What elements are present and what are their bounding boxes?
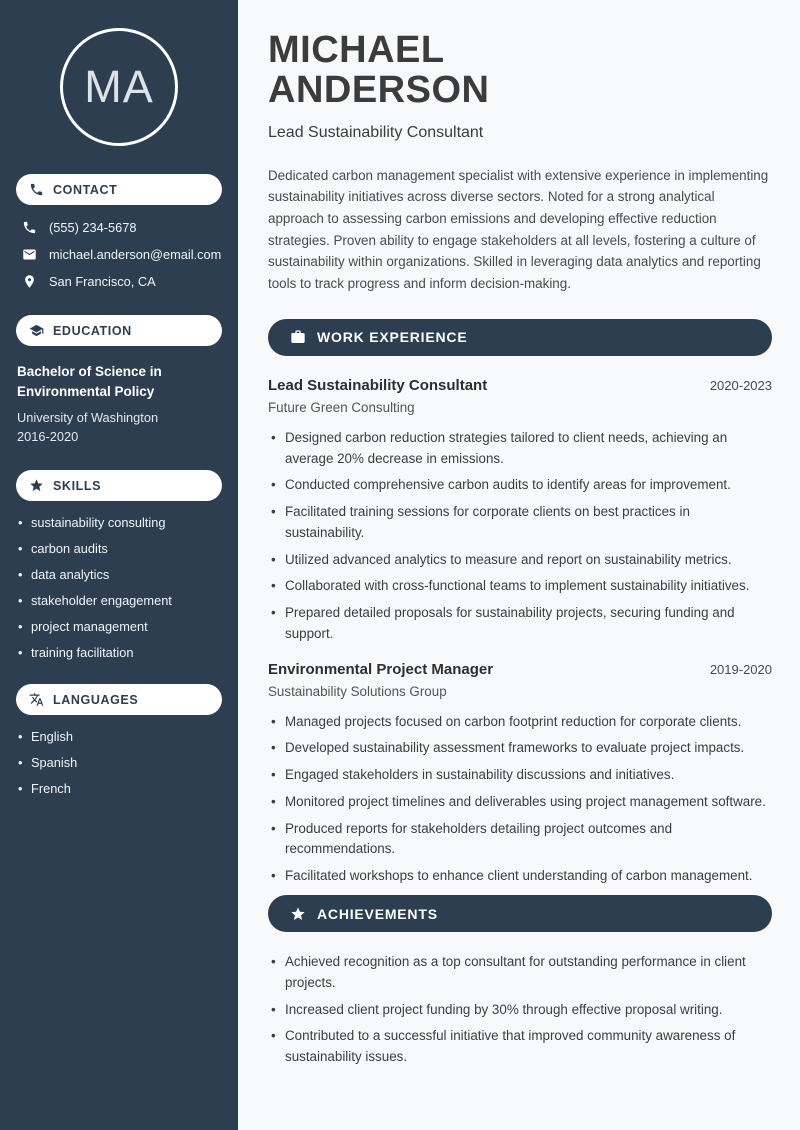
phone-row (22, 220, 228, 235)
achievement-bullet: • Contributed to a successful initiative that improved community awareness of sustainability issues. (268, 1026, 772, 1068)
skill-item: • carbon audits (18, 541, 226, 556)
job-entry (268, 377, 772, 645)
job-company: Future Green Consulting (268, 399, 415, 415)
education-section-title: EDUCATION (53, 323, 132, 338)
school: University of Washington (17, 410, 159, 426)
job-company: Sustainability Solutions Group (268, 683, 447, 699)
candidate-job-title: Lead Sustainability Consultant (268, 123, 484, 141)
name-last: ANDERSON (268, 69, 490, 112)
job-bullet: • Utilized advanced analytics to measure and report on sustainability metrics. (268, 550, 772, 571)
skills-section-title: SKILLS (53, 478, 102, 493)
job-dates: 2019-2020 (709, 661, 772, 677)
job-role: Environmental Project Manager (268, 660, 494, 678)
briefcase-icon (290, 329, 306, 345)
job-bullet: • Monitored project timelines and deliverables using project management software. (268, 792, 772, 813)
mail-icon (22, 247, 37, 262)
job-bullet: • Developed sustainability assessment frameworks to evaluate project impacts. (268, 738, 772, 759)
language-item: • English (18, 729, 226, 744)
job-header (268, 377, 772, 394)
degree: Bachelor of Science in Environmental Policy (17, 364, 162, 399)
language-item: • Spanish (18, 755, 226, 770)
location-row (22, 274, 228, 289)
avatar (60, 28, 178, 146)
education-entry (17, 362, 222, 444)
main-content (238, 0, 800, 1130)
achievements-list (268, 952, 772, 1068)
phone-icon (29, 182, 44, 197)
achievements-section-header (268, 895, 772, 932)
contact-section-header (16, 174, 222, 205)
skill-item: • data analytics (18, 567, 226, 582)
skill-item: • stakeholder engagement (18, 593, 226, 608)
job-entry (268, 661, 772, 887)
job-bullet: • Produced reports for stakeholders detailing project outcomes and recommendations. (268, 819, 772, 861)
education-years: 2016-2020 (17, 429, 79, 445)
location-pin-icon (22, 274, 37, 289)
job-bullet: • Conducted comprehensive carbon audits to identify areas for improvement. (268, 475, 772, 496)
education-section-header (16, 315, 222, 346)
languages-list (18, 729, 226, 796)
job-bullet: • Designed carbon reduction strategies tailored to client needs, achieving an average 20% decrease in emissions. (268, 428, 772, 470)
star-icon (29, 478, 44, 493)
translate-icon (29, 692, 44, 707)
job-bullet-list (268, 712, 772, 887)
achievement-bullet: • Increased client project funding by 30% through effective proposal writing. (268, 1000, 772, 1021)
achievements-title: ACHIEVEMENTS (317, 905, 438, 922)
work-experience-section-header (268, 319, 772, 356)
languages-section-header (16, 684, 222, 715)
candidate-name (268, 30, 772, 111)
job-header (268, 661, 772, 678)
job-bullet: • Prepared detailed proposals for sustainability projects, securing funding and support. (268, 603, 772, 645)
location-value: San Francisco, CA (49, 274, 156, 289)
avatar-initials: MA (84, 61, 154, 112)
star-icon (290, 906, 306, 922)
contact-section-title: CONTACT (53, 182, 118, 197)
job-bullet: • Facilitated training sessions for corporate clients on best practices in sustainability. (268, 502, 772, 544)
graduation-cap-icon (29, 323, 44, 338)
job-bullet: • Collaborated with cross-functional teams to implement sustainability initiatives. (268, 576, 772, 597)
job-bullet: • Engaged stakeholders in sustainability discussions and initiatives. (268, 765, 772, 786)
phone-value: (555) 234-5678 (49, 220, 137, 235)
sidebar (0, 0, 238, 1130)
achievement-bullet: • Achieved recognition as a top consultant for outstanding performance in client projects. (268, 952, 772, 994)
skill-item: • sustainability consulting (18, 515, 226, 530)
skills-list (18, 515, 226, 660)
job-bullet: • Managed projects focused on carbon footprint reduction for corporate clients. (268, 712, 772, 733)
job-bullet-list (268, 428, 772, 645)
email-value: michael.anderson@email.com (49, 247, 222, 262)
work-experience-title: WORK EXPERIENCE (317, 329, 468, 346)
name-first: MICHAEL (268, 29, 445, 71)
job-dates: 2020-2023 (709, 377, 772, 393)
email-row (22, 247, 228, 262)
job-role: Lead Sustainability Consultant (268, 376, 488, 394)
language-item: • French (18, 781, 226, 796)
professional-summary: Dedicated carbon management specialist with extensive experience in implementing sustainability initiatives across diverse sectors. Noted for a strong analytical approach to assessing carbon emissions and developing effective reduction strategies. Proven ability to engage stakeholders at all levels, fostering a culture of sustainability within organizations. Skilled in leveraging data analytics and reporting tools to track progress and inform decision-making. (268, 167, 769, 292)
contact-details (22, 220, 228, 289)
job-bullet: • Facilitated workshops to enhance client understanding of carbon management. (268, 866, 772, 887)
languages-section-title: LANGUAGES (53, 692, 139, 707)
skill-item: • project management (18, 619, 226, 634)
phone-icon (22, 220, 37, 235)
skills-section-header (16, 470, 222, 501)
skill-item: • training facilitation (18, 645, 226, 660)
